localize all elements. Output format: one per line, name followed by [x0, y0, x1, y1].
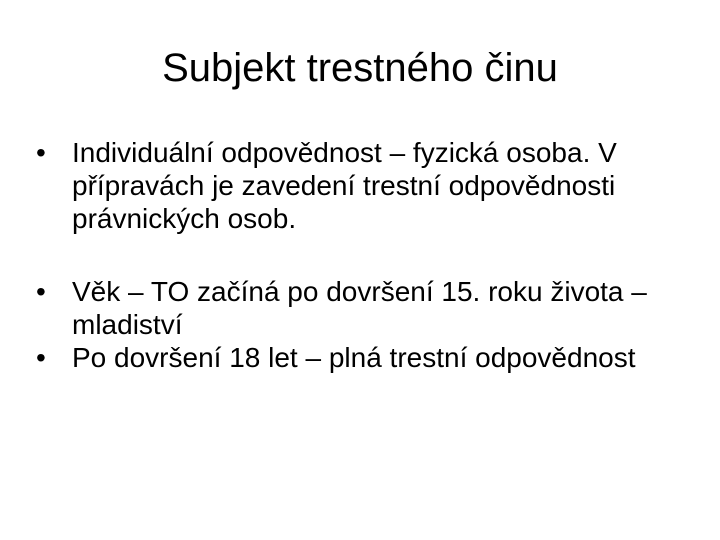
bullet-text-1: Individuální odpovědnost – fyzická osoba. V přípravách je zavedení trestní odpovědnosti právnických osob. — [72, 137, 617, 234]
bullet-list — [36, 136, 696, 374]
bullet-item-2 — [36, 275, 696, 341]
bullet-item-1 — [36, 136, 696, 235]
bullet-text-3: Po dovršení 18 let – plná trestní odpovědnost — [72, 342, 636, 373]
bullet-item-3 — [36, 341, 696, 374]
bullet-dot-icon: • — [36, 342, 46, 373]
bullet-dot-icon: • — [36, 276, 46, 307]
bullet-spacer — [36, 235, 696, 275]
bullet-dot-icon: • — [36, 137, 46, 168]
slide-title: Subjekt trestného činu — [162, 46, 558, 90]
bullet-text-2: Věk – TO začíná po dovršení 15. roku života – mladiství — [72, 276, 647, 340]
